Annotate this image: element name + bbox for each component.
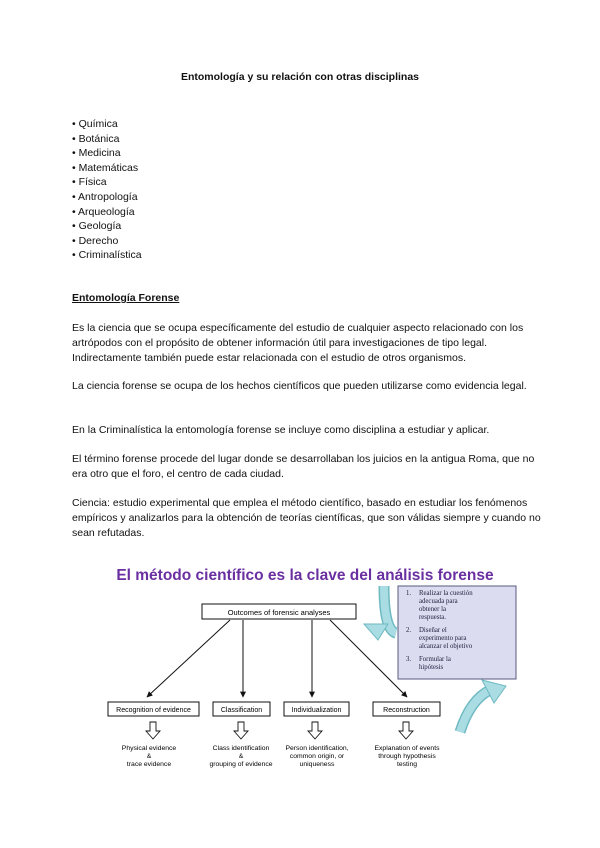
arrow-recognition	[147, 620, 230, 697]
step-line: obtener la	[419, 606, 446, 613]
step-line: adecuada para	[419, 598, 458, 605]
result-recognition-line: Physical evidence	[121, 745, 177, 752]
paragraph-criminalistics: En la Criminalística la entomología forense se incluye como disciplina a estudiar y aplicar.	[72, 424, 490, 436]
step-line: alcanzar el objetivo	[419, 643, 473, 650]
down-arrow-icon	[146, 722, 160, 739]
list-item: • Criminalística	[72, 249, 142, 262]
result-individualization-line: uniqueness	[299, 761, 335, 768]
down-arrow-icon	[308, 722, 322, 739]
list-item: • Antropología	[72, 190, 138, 203]
list-item: • Derecho	[72, 234, 119, 247]
list-item: • Matemáticas	[72, 161, 139, 174]
branch-label-classification: Classification	[220, 707, 263, 714]
list-item: • Botánica	[72, 132, 120, 145]
paragraph-definition: Es la ciencia que se ocupa específicamente del estudio de cualquier aspecto relacionado con los artrópodos con el propósito de obtener información útil para investigaciones de tipo legal. Indirectamente también puede estar relacionada con el estudio de otros organismos.	[72, 322, 524, 364]
result-reconstruction-line: through hypothesis	[378, 753, 436, 760]
step-number: 3.	[406, 656, 412, 663]
step-line: Realizar la cuestión	[419, 590, 473, 597]
list-item: • Física	[72, 176, 107, 189]
result-individualization-line: common origin, or	[289, 753, 345, 760]
result-recognition-line: trace evidence	[126, 761, 172, 768]
step-line: Formular la	[419, 656, 451, 663]
result-classification-line: grouping of evidence	[209, 761, 273, 768]
result-recognition-line: &	[146, 753, 152, 760]
down-arrow-icon	[399, 722, 413, 739]
paragraph-term-origin: El término forense procede del lugar donde se desarrollaban los juicios en la antigua Roma, que no era otro que el foro, el centro de cada ciudad.	[72, 453, 535, 480]
result-classification-line: &	[238, 753, 244, 760]
list-item: • Arqueología	[72, 205, 135, 218]
figure-title: El método científico es la clave del análisis forense	[116, 567, 494, 584]
step-number: 2.	[406, 627, 412, 634]
down-arrow-icon	[234, 722, 248, 739]
step-line: respuesta.	[419, 614, 446, 621]
step-line: hipótesis	[419, 664, 444, 671]
branch-label-reconstruction: Reconstruction	[383, 707, 430, 714]
result-reconstruction-line: testing	[396, 761, 418, 768]
result-classification-line: Class identification	[212, 745, 270, 752]
arrowhead-icon	[364, 624, 388, 640]
result-reconstruction-line: Explanation of events	[374, 745, 440, 752]
result-individualization-line: Person identification,	[285, 745, 349, 752]
document-title: Entomología y su relación con otras disciplinas	[180, 71, 420, 83]
root-label: Outcomes of forensic analyses	[227, 608, 331, 617]
list-item: • Química	[72, 118, 118, 130]
list-item: • Geología	[72, 220, 122, 233]
step-number: 1.	[406, 590, 412, 597]
section-heading: Entomología Forense	[72, 292, 180, 304]
paragraph-science: Ciencia: estudio experimental que emplea el método científico, basado en estudiar los fenómenos empíricos y analizarlos para la obtención de teorías científicas, que son válidas siempre y cuando no sean refutadas.	[72, 497, 541, 539]
branch-label-individualization: Individualization	[291, 707, 342, 714]
list-item: • Medicina	[72, 147, 121, 160]
step-line: Diseñar el	[419, 627, 447, 634]
paragraph-forensic-science: La ciencia forense se ocupa de los hechos científicos que pueden utilizarse como evidencia legal.	[72, 380, 527, 392]
branch-label-recognition: Recognition of evidence	[116, 707, 191, 714]
step-line: experimento para	[419, 635, 467, 642]
